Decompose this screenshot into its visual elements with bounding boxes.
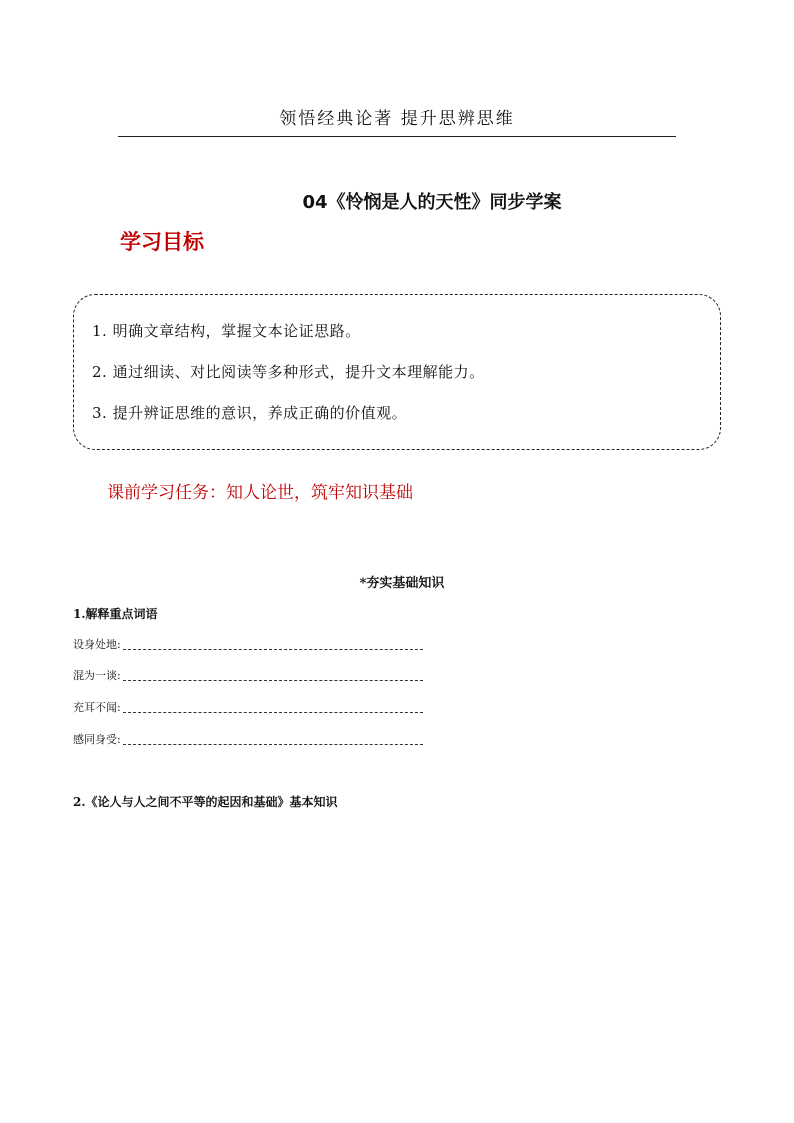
vocab-term: 充耳不闻: [73,701,121,714]
question-2-title: 2.《论人与人之间不平等的起因和基础》基本知识 [73,795,338,809]
objective-item-1: 1. 明确文章结构，掌握文本论证思路。 [92,322,361,340]
vocab-term: 混为一谈: [73,669,121,682]
pre-class-task-heading: 课前学习任务：知人论世，筑牢知识基础 [107,483,413,503]
answer-blank[interactable] [123,704,423,713]
objective-item-2: 2. 通过细读、对比阅读等多种形式，提升文本理解能力。 [92,363,485,381]
answer-blank[interactable] [123,641,423,650]
basics-section-title: *夯实基础知识 [359,576,445,591]
header-divider [118,136,676,137]
vocab-row-2 [73,667,423,683]
question-1-title: 1.解释重点词语 [73,607,158,621]
vocab-row-1 [73,636,423,652]
answer-blank[interactable] [123,672,423,681]
vocab-row-3 [73,699,423,715]
objective-item-3: 3. 提升辨证思维的意识，养成正确的价值观。 [92,404,408,422]
vocab-term: 感同身受: [73,733,121,746]
header-title: 领悟经典论著 提升思辨思维 [279,109,515,129]
answer-blank[interactable] [123,736,423,745]
objectives-heading: 学习目标 [120,230,204,254]
objectives-box [73,294,721,450]
document-title: 04《怜悯是人的天性》同步学案 [302,192,562,213]
vocab-row-4 [73,731,423,747]
vocab-term: 设身处地: [73,638,121,651]
